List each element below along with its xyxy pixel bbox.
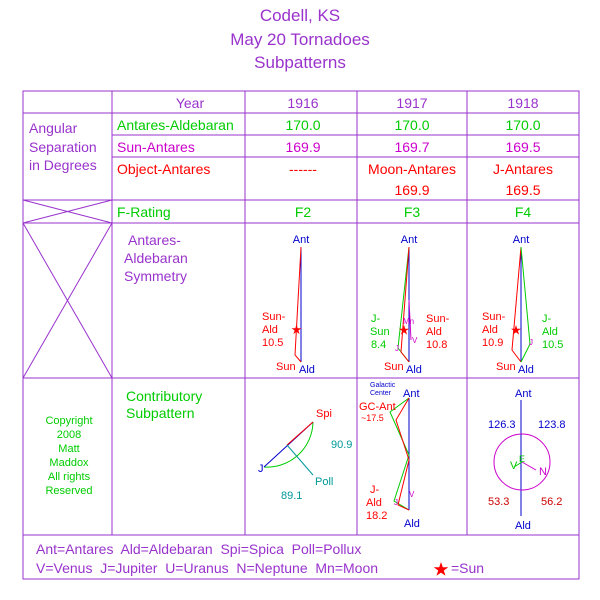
symmetry-line-3: Symmetry — [124, 268, 187, 284]
sun-antares-label: Sun-Antares — [117, 139, 195, 155]
legend-sun-label: =Sun — [451, 560, 485, 576]
copyright-1: Copyright — [45, 415, 93, 427]
c1917-gc-2: Center — [370, 390, 392, 397]
angular-line-1: Angular — [29, 120, 78, 136]
title-line-2: May 20 Tornadoes — [230, 30, 370, 49]
c1917-j-2: Ald — [366, 497, 382, 509]
c1918-n: N — [539, 466, 547, 478]
sym1918-left-2: Ald — [482, 324, 498, 336]
sym1917-sun: Sun — [384, 361, 404, 373]
sym1918-j: J — [529, 338, 533, 347]
sym1918-right-value: 10.5 — [542, 339, 564, 351]
sym1917-left-1: J- — [371, 313, 381, 325]
sym1916-ant: Ant — [292, 234, 310, 246]
copyright-4: Maddox — [49, 457, 89, 469]
sun-star-icon — [434, 562, 449, 576]
sym1918-left-value: 10.9 — [482, 337, 504, 349]
sym1918-ald: Ald — [518, 364, 534, 376]
c1918-a2: 123.8 — [538, 419, 566, 431]
sym1918-right-2: Ald — [542, 326, 558, 338]
contributory-1917 — [359, 382, 420, 530]
c1917-j: J — [394, 498, 398, 507]
c1916-poll: Poll — [315, 476, 334, 488]
year-1916: 1916 — [287, 95, 319, 111]
c1918-a3: 53.3 — [488, 496, 510, 508]
sym1916-ald: Ald — [299, 364, 315, 376]
sym1916-value: 10.5 — [262, 337, 284, 349]
copyright-2: 2008 — [56, 429, 82, 441]
object-1918-name: J-Antares — [493, 161, 553, 177]
sym1916-label-2: Ald — [262, 324, 278, 336]
contributory-line-2: Subpattern — [126, 405, 195, 421]
legend-line-2: V=Venus J=Jupiter U=Uranus N=Neptune Mn=Moon — [36, 560, 379, 576]
sym1917-mn: Mn — [403, 317, 415, 326]
c1917-gc-ant-value: ~17.5 — [361, 413, 384, 423]
c1916-a1: 90.9 — [331, 439, 353, 451]
c1917-ald: Ald — [404, 518, 420, 530]
sa-1918: 169.5 — [505, 139, 541, 155]
angular-line-2: Separation — [29, 139, 97, 155]
object-antares-label: Object-Antares — [117, 161, 211, 177]
year-1917: 1917 — [396, 95, 428, 111]
sym1917-v: V — [412, 336, 418, 345]
sym1917-right-2: Ald — [426, 326, 442, 338]
sym1917-j: J — [395, 344, 399, 353]
object-1918-value: 169.5 — [505, 182, 541, 198]
c1916-spi: Spi — [316, 408, 332, 420]
f-1917: F3 — [403, 204, 421, 220]
contributory-1918 — [488, 388, 566, 532]
sa-1917: 169.7 — [394, 139, 430, 155]
aa-1916: 170.0 — [285, 117, 321, 133]
symmetry-line-1: Antares- — [128, 232, 181, 248]
symmetry-1918 — [482, 234, 563, 376]
aa-1917: 170.0 — [394, 117, 430, 133]
legend-line-1: Ant=Antares Ald=Aldebaran Spi=Spica Poll=Pollux — [36, 541, 362, 557]
copyright-3: Matt — [58, 443, 80, 455]
c1917-j-value: 18.2 — [366, 510, 388, 522]
c1918-ald: Ald — [515, 520, 531, 532]
f-1918: F4 — [514, 204, 532, 220]
f-rating-label: F-Rating — [117, 204, 171, 220]
symmetry-1916 — [262, 234, 315, 376]
angular-line-3: in Degrees — [29, 157, 97, 173]
sym1917-right-value: 10.8 — [426, 339, 448, 351]
sym1918-sun: Sun — [496, 361, 516, 373]
symmetry-1917 — [370, 234, 450, 376]
year-1918: 1918 — [507, 95, 539, 111]
c1918-ant: Ant — [515, 388, 532, 400]
sym1918-ant: Ant — [512, 234, 530, 246]
antares-aldebaran-label: Antares-Aldebaran — [117, 117, 234, 133]
copyright-6: Reserved — [45, 485, 93, 497]
object-1916: ------ — [289, 161, 317, 177]
contributory-line-1: Contributory — [126, 388, 203, 404]
c1917-gc-1: Galactic — [370, 382, 396, 389]
f-1916: F2 — [294, 204, 312, 220]
sym1916-label-1: Sun- — [262, 311, 286, 323]
legend — [36, 541, 484, 576]
sym1916-sun: Sun — [276, 361, 296, 373]
symmetry-line-2: Aldebaran — [124, 250, 188, 266]
c1918-a4: 56.2 — [541, 496, 563, 508]
object-1917-value: 169.9 — [394, 182, 430, 198]
c1918-e: E — [519, 454, 526, 464]
sym1917-right-1: Sun- — [426, 313, 450, 325]
aa-1918: 170.0 — [505, 117, 541, 133]
sym1918-left-1: Sun- — [482, 311, 506, 323]
title-line-3: Subpatterns — [254, 53, 346, 72]
copyright-5: All rights — [47, 471, 91, 483]
sym1918-right-1: J- — [542, 313, 552, 325]
c1917-j-1: J- — [370, 484, 380, 496]
c1917-v: V — [409, 490, 415, 499]
c1916-j: J — [258, 463, 264, 475]
c1917-gc-ant: GC-Ant — [359, 401, 396, 413]
sym1917-ant: Ant — [400, 234, 418, 246]
c1916-a2: 89.1 — [281, 490, 303, 502]
c1918-v: V — [510, 460, 518, 472]
sun-star-icon — [511, 325, 521, 335]
title-line-1: Codell, KS — [259, 6, 341, 25]
sym1917-ald: Ald — [406, 364, 422, 376]
object-1917-name: Moon-Antares — [368, 161, 456, 177]
c1917-ant: Ant — [403, 388, 420, 400]
sa-1916: 169.9 — [285, 139, 321, 155]
sym1917-left-value: 8.4 — [371, 339, 387, 351]
year-label: Year — [175, 95, 205, 111]
sym1917-left-2: Sun — [370, 326, 390, 338]
contributory-1916 — [258, 408, 352, 502]
c1918-a1: 126.3 — [488, 419, 516, 431]
